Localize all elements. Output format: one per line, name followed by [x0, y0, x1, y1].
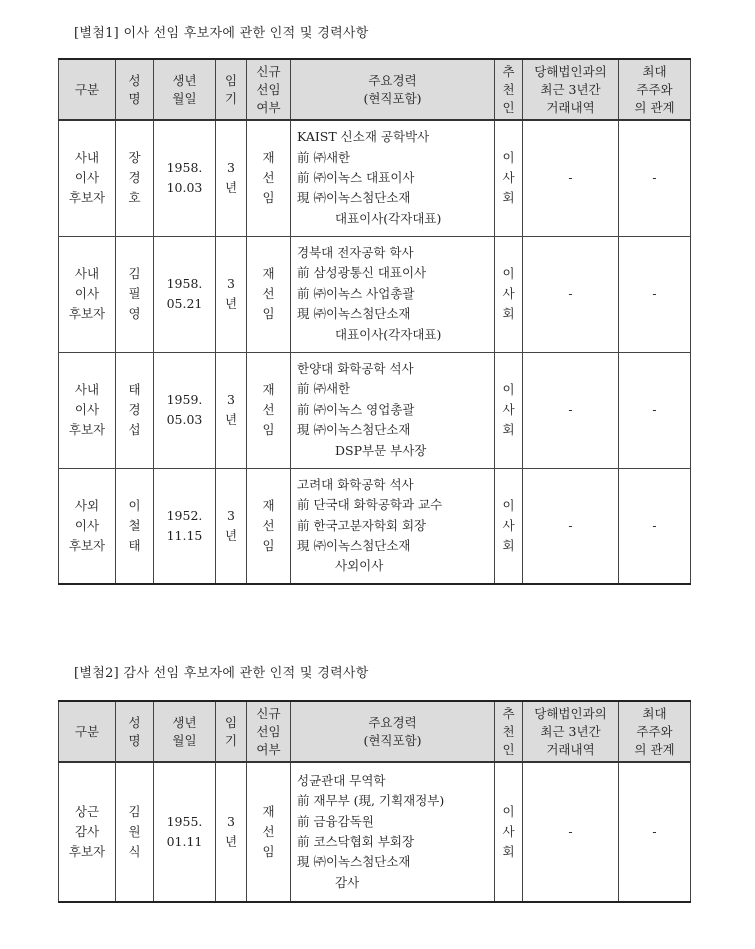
recommender-line: 사 [502, 402, 515, 417]
career-line: 대표이사(각자대표) [335, 210, 442, 226]
header-transactions-line: 당해법인과의 [534, 63, 607, 79]
cell-career [291, 352, 495, 468]
cell-name [116, 762, 154, 902]
header-new-line: 선임 [256, 723, 281, 739]
header-recommender [495, 59, 523, 120]
header-birth-line: 월일 [172, 90, 197, 106]
category-line: 이사 [74, 170, 100, 186]
header-category-line: 구분 [74, 81, 100, 97]
cell-new [247, 762, 291, 902]
header-birth-line: 생년 [172, 72, 197, 88]
career-line: 대표이사(각자대표) [335, 326, 442, 342]
header-term-line: 기 [224, 732, 238, 748]
term-line: 3 [227, 392, 235, 407]
header-term-line: 기 [224, 90, 238, 106]
new-line: 재 [262, 804, 275, 819]
name-line: 경 [128, 170, 141, 186]
career-line: 現 ㈜이녹스첨단소재 [297, 854, 411, 870]
candidate-row [59, 120, 691, 236]
birth-line: 05.21 [166, 296, 203, 311]
header-recommender-line: 인 [502, 741, 515, 757]
header-name [116, 59, 154, 120]
cell-career [291, 120, 495, 236]
attachment2-caption: [별첨2] 감사 선임 후보자에 관한 인적 및 경력사항 [74, 666, 369, 681]
attachment1-caption: [별첨1] 이사 선임 후보자에 관한 인적 및 경력사항 [74, 26, 369, 41]
header-relation-line: 주주와 [636, 723, 673, 739]
career-line: 前 단국대 화학공학과 교수 [297, 497, 443, 513]
cell-term [216, 762, 247, 902]
header-recommender-line: 인 [502, 99, 515, 115]
cell-transactions: - [523, 120, 619, 236]
header-transactions-line: 당해법인과의 [534, 705, 607, 721]
new-line: 임 [262, 537, 275, 553]
category-line: 이사 [74, 402, 100, 417]
name-line: 경 [128, 402, 141, 417]
birth-line: 1955. [166, 814, 203, 829]
attachment2-table [58, 700, 691, 903]
career-line: 사외이사 [335, 558, 384, 574]
cell-birth [154, 762, 216, 902]
career-line: 경북대 전자공학 학사 [297, 244, 414, 260]
header-career-line: (현직포함) [363, 90, 422, 106]
new-line: 선 [262, 824, 275, 839]
name-line: 영 [128, 306, 141, 321]
header-category [59, 701, 116, 762]
header-birth [154, 701, 216, 762]
new-line: 선 [262, 170, 275, 186]
attachment1-header-row [59, 59, 691, 120]
header-relation [619, 701, 691, 762]
header-recommender-line: 추 [502, 705, 515, 721]
career-line: 고려대 화학공학 석사 [297, 476, 414, 492]
header-new [247, 701, 291, 762]
recommender-line: 회 [502, 537, 515, 553]
career-line: 前 ㈜이녹스 영업총괄 [297, 401, 415, 417]
cell-career [291, 762, 495, 902]
cell-term [216, 352, 247, 468]
career-line: 現 ㈜이녹스첨단소재 [297, 537, 411, 553]
recommender-line: 사 [502, 286, 515, 301]
header-relation-line: 의 관계 [634, 99, 675, 115]
birth-line: 1958. [166, 160, 203, 176]
name-line: 식 [128, 844, 141, 859]
cell-transactions: - [523, 352, 619, 468]
cell-category [59, 468, 116, 584]
cell-relation: - [619, 120, 691, 236]
recommender-line: 사 [502, 170, 515, 186]
header-category [59, 59, 116, 120]
category-line: 상근 [74, 804, 100, 819]
category-line: 감사 [74, 824, 100, 839]
category-line: 후보자 [68, 537, 106, 553]
recommender-line: 이 [502, 150, 515, 166]
cell-recommender [495, 352, 523, 468]
header-name [116, 701, 154, 762]
category-line: 이사 [74, 286, 100, 301]
birth-line: 05.03 [166, 412, 203, 427]
new-line: 재 [262, 150, 275, 166]
term-line: 3 [227, 814, 235, 829]
new-line: 재 [262, 497, 275, 513]
career-line: DSP부문 부사장 [335, 442, 427, 458]
header-new-line: 신규 [256, 705, 281, 721]
header-transactions-line: 최근 3년간 [540, 723, 601, 739]
recommender-line: 회 [502, 190, 515, 206]
header-relation-line: 최대 [642, 63, 667, 79]
header-relation-line: 주주와 [636, 81, 673, 97]
header-new [247, 59, 291, 120]
career-line: 한양대 화학공학 석사 [297, 360, 414, 376]
name-line: 태 [128, 537, 141, 553]
cell-term [216, 236, 247, 352]
new-line: 재 [262, 266, 275, 281]
name-line: 원 [128, 824, 141, 839]
cell-career [291, 468, 495, 584]
cell-transactions: - [523, 468, 619, 584]
header-relation-line: 의 관계 [634, 741, 675, 757]
career-line: 前 ㈜이녹스 사업총괄 [297, 285, 415, 301]
candidate-row [59, 352, 691, 468]
header-career-line: (현직포함) [363, 732, 422, 748]
header-relation-line: 최대 [642, 705, 667, 721]
name-line: 김 [128, 804, 141, 819]
career-line: 前 ㈜이녹스 대표이사 [297, 170, 415, 186]
recommender-line: 이 [502, 266, 515, 281]
term-line: 3 [227, 160, 235, 176]
cell-career [291, 236, 495, 352]
header-name-line: 성 [128, 72, 141, 88]
career-line: 現 ㈜이녹스첨단소재 [297, 422, 411, 438]
cell-transactions: - [523, 762, 619, 902]
cell-relation: - [619, 762, 691, 902]
header-term [216, 701, 247, 762]
term-line: 년 [224, 527, 238, 543]
cell-birth [154, 120, 216, 236]
candidate-row [59, 468, 691, 584]
career-line: KAIST 신소재 공학박사 [297, 129, 430, 145]
name-line: 태 [128, 382, 141, 397]
cell-name [116, 236, 154, 352]
birth-line: 11.15 [166, 527, 203, 543]
cell-birth [154, 236, 216, 352]
new-line: 임 [262, 190, 275, 206]
recommender-line: 회 [502, 306, 515, 321]
header-career [291, 701, 495, 762]
name-line: 장 [128, 150, 141, 166]
name-line: 김 [128, 266, 141, 281]
attachment2-header-row [59, 701, 691, 762]
header-recommender [495, 701, 523, 762]
new-line: 선 [262, 402, 275, 417]
career-line: 성균관대 무역학 [297, 772, 386, 788]
recommender-line: 이 [502, 804, 515, 819]
cell-recommender [495, 120, 523, 236]
header-new-line: 여부 [256, 741, 281, 757]
term-line: 3 [227, 276, 235, 291]
cell-new [247, 468, 291, 584]
career-line: 前 ㈜새한 [297, 381, 351, 397]
header-new-line: 여부 [256, 99, 281, 115]
recommender-line: 회 [502, 422, 515, 437]
cell-category [59, 236, 116, 352]
career-line: 감사 [335, 874, 360, 890]
category-line: 후보자 [68, 190, 106, 206]
attachment2-body [59, 762, 691, 902]
category-line: 사내 [74, 266, 100, 281]
career-line: 現 ㈜이녹스첨단소재 [297, 190, 411, 206]
header-recommender-line: 추 [502, 63, 515, 79]
birth-line: 1958. [166, 276, 203, 291]
header-new-line: 신규 [256, 63, 281, 79]
birth-line: 1952. [166, 507, 203, 523]
term-line: 년 [224, 296, 238, 311]
cell-relation: - [619, 468, 691, 584]
cell-recommender [495, 468, 523, 584]
header-term-line: 임 [224, 714, 238, 730]
cell-category [59, 352, 116, 468]
header-transactions [523, 59, 619, 120]
header-name-line: 성 [128, 714, 141, 730]
career-line: 前 한국고분자학회 회장 [297, 517, 427, 533]
recommender-line: 사 [502, 517, 515, 533]
new-line: 재 [262, 382, 275, 397]
header-career [291, 59, 495, 120]
term-line: 년 [224, 180, 238, 196]
category-line: 이사 [74, 517, 100, 533]
header-transactions-line: 거래내역 [546, 741, 595, 757]
cell-relation: - [619, 236, 691, 352]
header-career-line: 주요경력 [368, 72, 417, 88]
cell-new [247, 120, 291, 236]
header-category-line: 구분 [74, 723, 100, 739]
header-transactions [523, 701, 619, 762]
new-line: 임 [262, 422, 275, 437]
header-birth-line: 생년 [172, 714, 197, 730]
name-line: 호 [128, 190, 141, 206]
header-term-line: 임 [224, 72, 238, 88]
candidate-row [59, 236, 691, 352]
category-line: 후보자 [68, 306, 106, 321]
birth-line: 10.03 [166, 180, 203, 196]
cell-new [247, 236, 291, 352]
cell-birth [154, 352, 216, 468]
cell-recommender [495, 236, 523, 352]
cell-name [116, 120, 154, 236]
header-recommender-line: 천 [502, 723, 515, 739]
term-line: 년 [224, 412, 238, 427]
term-line: 년 [224, 834, 238, 849]
header-term [216, 59, 247, 120]
cell-category [59, 762, 116, 902]
career-line: 前 코스닥협회 부회장 [297, 834, 415, 849]
header-new-line: 선임 [256, 81, 281, 97]
career-line: 現 ㈜이녹스첨단소재 [297, 306, 411, 322]
candidate-row [59, 762, 691, 902]
header-transactions-line: 최근 3년간 [540, 81, 601, 97]
recommender-line: 회 [502, 844, 515, 859]
career-line: 前 ㈜새한 [297, 149, 351, 165]
cell-new [247, 352, 291, 468]
name-line: 필 [128, 286, 141, 301]
cell-name [116, 352, 154, 468]
new-line: 임 [262, 306, 275, 321]
recommender-line: 사 [502, 824, 515, 839]
cell-category [59, 120, 116, 236]
header-career-line: 주요경력 [368, 714, 417, 730]
name-line: 철 [128, 517, 141, 533]
attachment1-body [59, 120, 691, 584]
cell-term [216, 468, 247, 584]
recommender-line: 이 [502, 497, 515, 513]
term-line: 3 [227, 507, 235, 523]
cell-birth [154, 468, 216, 584]
birth-line: 1959. [166, 392, 203, 407]
name-line: 이 [128, 497, 141, 513]
recommender-line: 이 [502, 382, 515, 397]
attachment1-table [58, 58, 691, 585]
category-line: 사내 [74, 382, 100, 397]
birth-line: 01.11 [166, 834, 203, 849]
category-line: 후보자 [68, 422, 106, 437]
category-line: 후보자 [68, 844, 106, 859]
header-relation [619, 59, 691, 120]
header-recommender-line: 천 [502, 81, 515, 97]
new-line: 임 [262, 844, 275, 859]
category-line: 사내 [74, 150, 100, 166]
name-line: 섭 [128, 422, 141, 437]
header-birth-line: 월일 [172, 732, 197, 748]
cell-name [116, 468, 154, 584]
header-name-line: 명 [128, 90, 141, 106]
cell-recommender [495, 762, 523, 902]
header-birth [154, 59, 216, 120]
career-line: 前 재무부 (現, 기획재정부) [297, 793, 445, 809]
header-transactions-line: 거래내역 [546, 99, 595, 115]
category-line: 사외 [74, 497, 100, 513]
header-name-line: 명 [128, 732, 141, 748]
cell-term [216, 120, 247, 236]
career-line: 前 삼성광통신 대표이사 [297, 265, 427, 281]
cell-relation: - [619, 352, 691, 468]
cell-transactions: - [523, 236, 619, 352]
career-line: 前 금융감독원 [297, 813, 374, 829]
new-line: 선 [262, 517, 275, 533]
new-line: 선 [262, 286, 275, 301]
